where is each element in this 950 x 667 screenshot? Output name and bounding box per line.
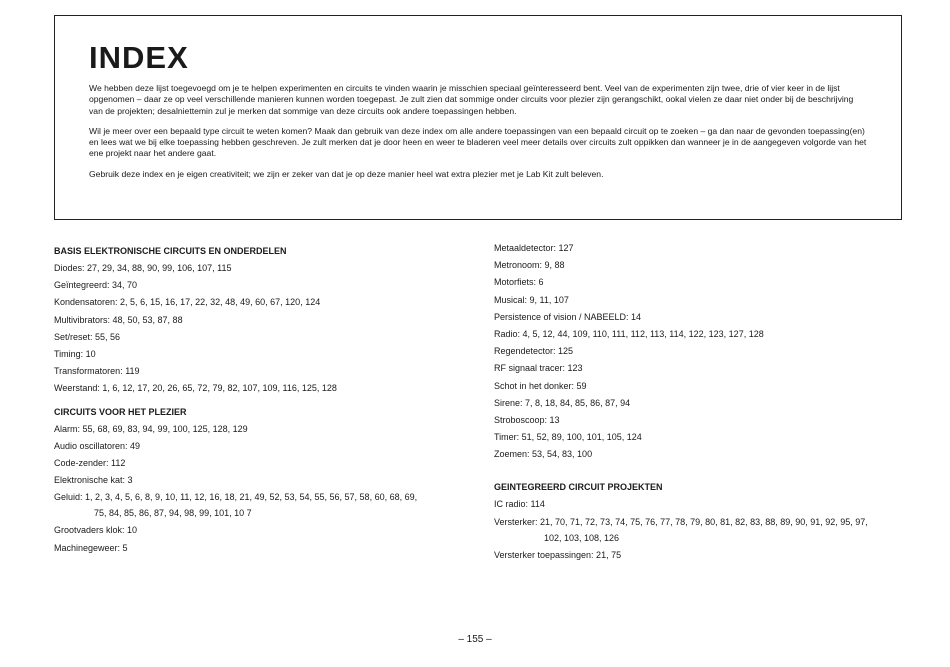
page-number: – 155 – <box>458 634 492 645</box>
index-entry: Motorfiets: 6 <box>494 277 544 288</box>
index-entry: Persistence of vision / NABEELD: 14 <box>494 311 642 322</box>
section-heading-basis: BASIS ELEKTRONISCHE CIRCUITS EN ONDERDELEN <box>54 246 287 256</box>
intro-box <box>54 15 902 220</box>
index-entry: Machinegeweer: 5 <box>54 542 128 553</box>
index-entry: Regendetector: 125 <box>494 346 574 357</box>
index-entry: Sirene: 7, 8, 18, 84, 85, 86, 87, 94 <box>494 397 631 408</box>
page-title: INDEX <box>89 40 189 75</box>
index-entry: Zoemen: 53, 54, 83, 100 <box>494 449 593 460</box>
index-entry: RF signaal tracer: 123 <box>494 363 583 374</box>
versterker-line-1: Versterker: 21, 70, 71, 72, 73, 74, 75, 76, 77, 78, 79, 80, 81, 82, 83, 88, 89, 90, 91, 92, 95, 97, <box>494 516 868 527</box>
intro-paragraph-1: We hebben deze lijst toegevoegd om je te helpen experimenten en circuits te vinden waarin je misschien speciaal geïnteresseerd bent. Veel van de experimenten zijn twee, drie of vier keer in de lijst opgenomen – daar ze op veel verschillende manieren kunnen worden toegepast. Je zult zien dat sommige onder circuits voor plezier zijn gerangschikt, ookal vielen ze daar niet onder bij de beschrijving van de projekten; desalniettemin zul je merken dat sommige van deze circuits ook andere toepassingen hebben. <box>89 83 854 116</box>
index-entry: Elektronische kat: 3 <box>54 475 133 486</box>
index-entry: Musical: 9, 11, 107 <box>494 294 569 305</box>
versterker-line-2: 102, 103, 108, 126 <box>544 532 620 543</box>
index-entry: Weerstand: 1, 6, 12, 17, 20, 26, 65, 72, 79, 82, 107, 109, 116, 125, 128 <box>54 383 337 394</box>
index-entry-versterker <box>494 517 914 544</box>
index-entry: Code-zender: 112 <box>54 457 126 468</box>
index-entry: Schot in het donker: 59 <box>494 380 587 391</box>
index-entry: Transformatoren: 119 <box>54 366 140 377</box>
index-entry: Set/reset: 55, 56 <box>54 331 121 342</box>
index-entry: Timing: 10 <box>54 348 96 359</box>
section-heading-plezier: CIRCUITS VOOR HET PLEZIER <box>54 406 187 417</box>
index-right-column <box>494 243 914 567</box>
intro-paragraph-3: Gebruik deze index en je eigen creativiteit; we zijn er zeker van dat je op deze manier heel wat extra plezier met je Lab Kit zult beleven. <box>89 168 604 179</box>
index-entry-geluid <box>54 492 484 519</box>
index-entry: Diodes: 27, 29, 34, 88, 90, 99, 106, 107, 115 <box>54 263 232 273</box>
index-entry: Kondensatoren: 2, 5, 6, 15, 16, 17, 22, 32, 48, 49, 60, 67, 120, 124 <box>54 297 321 308</box>
index-entry: Radio: 4, 5, 12, 44, 109, 110, 111, 112, 113, 114, 122, 123, 127, 128 <box>494 328 764 339</box>
section-heading-geintegreerd: GEINTEGREERD CIRCUIT PROJEKTEN <box>494 482 663 493</box>
index-left-column <box>54 246 484 560</box>
index-entry: Geïntegreerd: 34, 70 <box>54 280 138 291</box>
index-entry: Metaaldetector: 127 <box>494 243 574 253</box>
index-entry: Metronoom: 9, 88 <box>494 260 565 271</box>
geluid-line-1: Geluid: 1, 2, 3, 4, 5, 6, 8, 9, 10, 11, 12, 16, 18, 21, 49, 52, 53, 54, 55, 56, 57, 58, 60, 68, 69, <box>54 492 418 503</box>
index-entry: Versterker toepassingen: 21, 75 <box>494 549 622 560</box>
index-entry: Multivibrators: 48, 50, 53, 87, 88 <box>54 314 183 325</box>
intro-paragraph-2: Wil je meer over een bepaald type circuit te weten komen? Maak dan gebruik van deze index om alle andere toepassingen van een bepaald circuit op te zoeken – ga dan naar de gevonden toepassing(en) en lees wat we bij elke toepassing hebben geschreven. Je zult merken dat je door heen en weer te bladeren veel meer details over circuits zult oppikken dan wanneer je in de aangegeven volgorde van het ene projekt naar het andere gaat. <box>89 125 867 159</box>
index-entry: Audio oscillatoren: 49 <box>54 440 141 451</box>
index-entry: Stroboscoop: 13 <box>494 414 560 425</box>
geluid-line-2: 75, 84, 85, 86, 87, 94, 98, 99, 101, 10 7 <box>94 508 252 519</box>
index-entry: IC radio: 114 <box>494 499 545 510</box>
index-entry: Grootvaders klok: 10 <box>54 525 138 536</box>
index-entry: Alarm: 55, 68, 69, 83, 94, 99, 100, 125, 128, 129 <box>54 423 248 434</box>
index-entry: Timer: 51, 52, 89, 100, 101, 105, 124 <box>494 432 642 443</box>
